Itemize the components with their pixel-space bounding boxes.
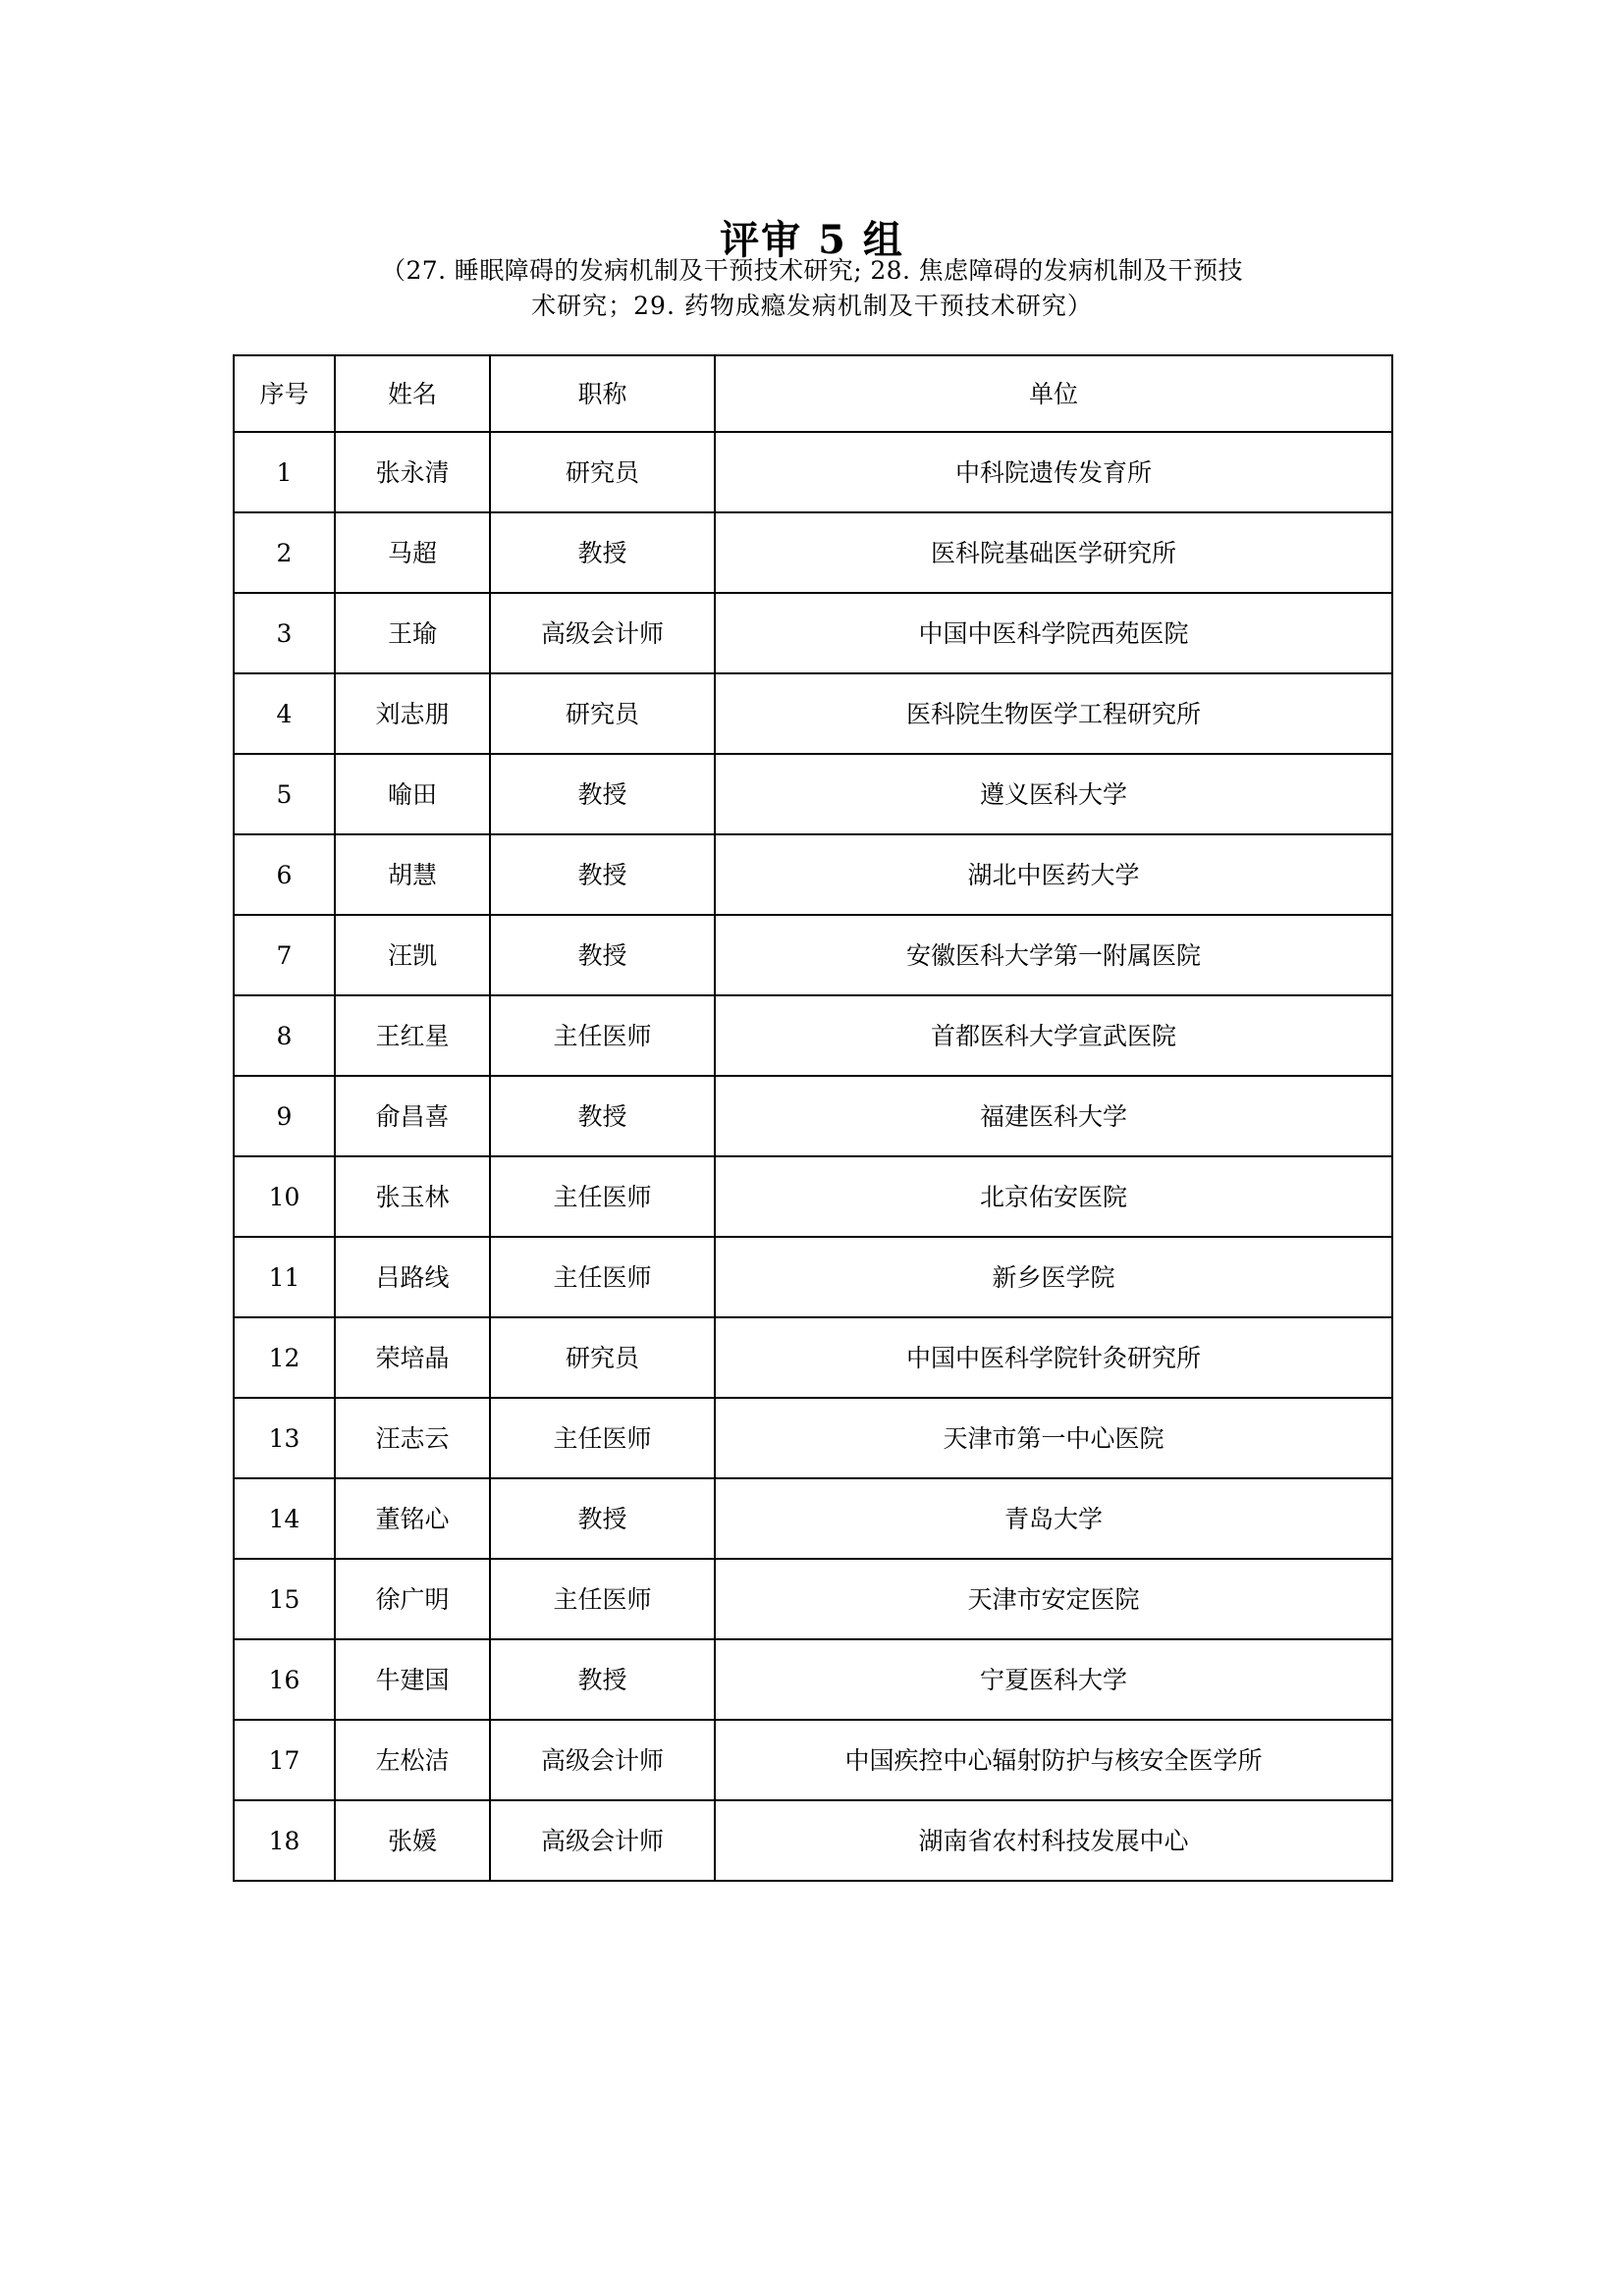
cell-index: 17	[234, 1720, 335, 1800]
table-row	[234, 915, 1392, 995]
cell-name: 徐广明	[335, 1559, 490, 1639]
cell-index: 1	[234, 432, 335, 512]
table-row	[234, 1720, 1392, 1800]
cell-org: 福建医科大学	[715, 1076, 1392, 1156]
cell-org: 中国中医科学院针灸研究所	[715, 1317, 1392, 1398]
cell-title: 教授	[490, 1478, 715, 1559]
cell-name: 刘志朋	[335, 673, 490, 754]
column-header-name: 姓名	[335, 355, 490, 432]
cell-index: 4	[234, 673, 335, 754]
cell-title: 教授	[490, 915, 715, 995]
cell-title: 教授	[490, 512, 715, 593]
cell-org: 天津市安定医院	[715, 1559, 1392, 1639]
table-row	[234, 1076, 1392, 1156]
table-row	[234, 432, 1392, 512]
cell-name: 董铭心	[335, 1478, 490, 1559]
table-row	[234, 1800, 1392, 1881]
cell-title: 主任医师	[490, 995, 715, 1076]
cell-index: 15	[234, 1559, 335, 1639]
cell-name: 左松洁	[335, 1720, 490, 1800]
cell-name: 张媛	[335, 1800, 490, 1881]
page-title: 评审 5 组	[720, 216, 904, 263]
page-subtitle	[243, 253, 1381, 323]
cell-name: 王瑜	[335, 593, 490, 673]
cell-name: 胡慧	[335, 834, 490, 915]
subtitle-line-1: （27. 睡眠障碍的发病机制及干预技术研究; 28. 焦虑障碍的发病机制及干预技	[381, 256, 1243, 285]
cell-title: 教授	[490, 1076, 715, 1156]
column-header-title: 职称	[490, 355, 715, 432]
cell-index: 18	[234, 1800, 335, 1881]
cell-title: 高级会计师	[490, 1800, 715, 1881]
column-header-org: 单位	[715, 355, 1392, 432]
cell-name: 吕路线	[335, 1237, 490, 1317]
cell-org: 中国疾控中心辐射防护与核安全医学所	[715, 1720, 1392, 1800]
cell-org: 天津市第一中心医院	[715, 1398, 1392, 1478]
cell-name: 牛建国	[335, 1639, 490, 1720]
table-row	[234, 1317, 1392, 1398]
cell-name: 荣培晶	[335, 1317, 490, 1398]
table-row	[234, 1559, 1392, 1639]
cell-index: 11	[234, 1237, 335, 1317]
cell-title: 主任医师	[490, 1398, 715, 1478]
cell-title: 教授	[490, 754, 715, 834]
table-body	[234, 432, 1392, 1881]
table-row	[234, 1478, 1392, 1559]
table-row	[234, 834, 1392, 915]
cell-title: 研究员	[490, 1317, 715, 1398]
table-row	[234, 1398, 1392, 1478]
table-row	[234, 593, 1392, 673]
cell-title: 主任医师	[490, 1237, 715, 1317]
cell-index: 6	[234, 834, 335, 915]
cell-org: 安徽医科大学第一附属医院	[715, 915, 1392, 995]
cell-name: 张玉林	[335, 1156, 490, 1237]
cell-org: 湖北中医药大学	[715, 834, 1392, 915]
cell-org: 宁夏医科大学	[715, 1639, 1392, 1720]
cell-index: 14	[234, 1478, 335, 1559]
cell-index: 7	[234, 915, 335, 995]
cell-name: 张永清	[335, 432, 490, 512]
cell-name: 汪志云	[335, 1398, 490, 1478]
cell-index: 13	[234, 1398, 335, 1478]
table-row	[234, 1237, 1392, 1317]
cell-index: 10	[234, 1156, 335, 1237]
cell-index: 9	[234, 1076, 335, 1156]
cell-index: 12	[234, 1317, 335, 1398]
cell-title: 教授	[490, 1639, 715, 1720]
table-row	[234, 673, 1392, 754]
cell-index: 8	[234, 995, 335, 1076]
table-row	[234, 995, 1392, 1076]
reviewer-roster-table	[233, 354, 1393, 1882]
table-row	[234, 754, 1392, 834]
subtitle-line-2: 术研究；29. 药物成瘾发病机制及干预技术研究）	[531, 291, 1093, 320]
cell-name: 汪凯	[335, 915, 490, 995]
cell-org: 青岛大学	[715, 1478, 1392, 1559]
cell-index: 3	[234, 593, 335, 673]
column-header-index: 序号	[234, 355, 335, 432]
cell-index: 5	[234, 754, 335, 834]
cell-index: 16	[234, 1639, 335, 1720]
cell-title: 主任医师	[490, 1156, 715, 1237]
cell-org: 首都医科大学宣武医院	[715, 995, 1392, 1076]
cell-org: 中国中医科学院西苑医院	[715, 593, 1392, 673]
cell-org: 北京佑安医院	[715, 1156, 1392, 1237]
cell-name: 喻田	[335, 754, 490, 834]
cell-title: 主任医师	[490, 1559, 715, 1639]
cell-title: 研究员	[490, 432, 715, 512]
cell-org: 湖南省农村科技发展中心	[715, 1800, 1392, 1881]
cell-index: 2	[234, 512, 335, 593]
table-row	[234, 1639, 1392, 1720]
cell-title: 研究员	[490, 673, 715, 754]
cell-title: 高级会计师	[490, 1720, 715, 1800]
cell-org: 中科院遗传发育所	[715, 432, 1392, 512]
table-row	[234, 1156, 1392, 1237]
table-row	[234, 512, 1392, 593]
cell-name: 马超	[335, 512, 490, 593]
cell-title: 教授	[490, 834, 715, 915]
cell-org: 医科院生物医学工程研究所	[715, 673, 1392, 754]
cell-org: 医科院基础医学研究所	[715, 512, 1392, 593]
cell-name: 王红星	[335, 995, 490, 1076]
table-header-row	[234, 355, 1392, 432]
cell-org: 新乡医学院	[715, 1237, 1392, 1317]
cell-name: 俞昌喜	[335, 1076, 490, 1156]
cell-title: 高级会计师	[490, 593, 715, 673]
cell-org: 遵义医科大学	[715, 754, 1392, 834]
